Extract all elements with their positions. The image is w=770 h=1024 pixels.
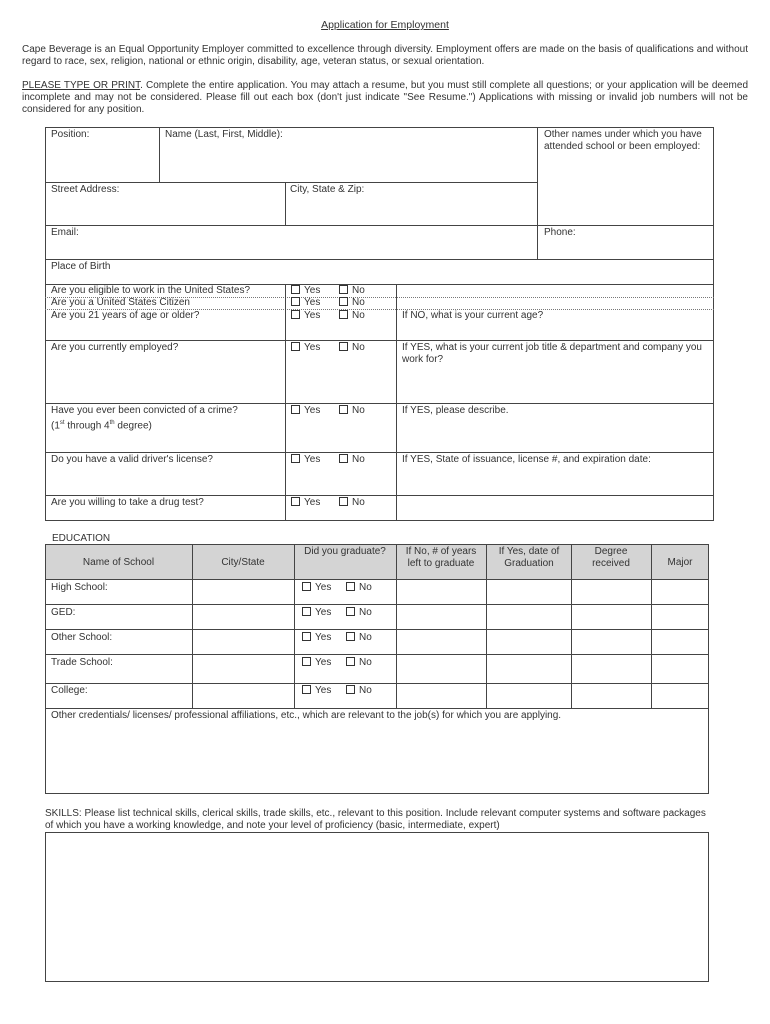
- phone-field[interactable]: [582, 227, 710, 257]
- checkbox-icon: [302, 582, 311, 591]
- checkbox-icon: [339, 285, 348, 294]
- drug-test-question: Are you willing to take a drug test?: [51, 497, 204, 508]
- instructions-body: . Complete the entire application. You may attach a resume, but you must still complete all questions; or your application will be deemed incomplete and may not be considered. Please fill out each box (don't just indicate "See Resume.") Applications with missing or invalid job numbers will not be considered for any position.: [22, 80, 748, 115]
- checkbox-icon: [291, 297, 300, 306]
- drug-test-yes[interactable]: Yes: [291, 497, 320, 509]
- age-yes[interactable]: Yes: [291, 310, 320, 322]
- citizen-question: Are you a United States Citizen: [51, 297, 190, 308]
- employed-no[interactable]: No: [339, 342, 365, 354]
- drug-test-no[interactable]: No: [339, 497, 365, 509]
- col-degree: Degree received: [592, 546, 630, 569]
- phone-label: Phone:: [544, 227, 576, 238]
- checkbox-icon: [339, 497, 348, 506]
- college-no[interactable]: No: [346, 685, 372, 697]
- checkbox-icon: [339, 310, 348, 319]
- checkbox-icon: [302, 657, 311, 666]
- name-field[interactable]: [164, 141, 532, 179]
- col-major: Major: [667, 557, 693, 568]
- checkbox-icon: [302, 632, 311, 641]
- education-heading: EDUCATION: [52, 533, 111, 544]
- col-city-state: City/State: [221, 557, 265, 568]
- col-years-left: If No, # of years left to graduate: [405, 546, 477, 569]
- checkbox-icon: [346, 582, 355, 591]
- citizen-no[interactable]: No: [339, 297, 365, 309]
- crime-yes[interactable]: Yes: [291, 405, 320, 417]
- checkbox-icon: [291, 342, 300, 351]
- row-other-school: Other School:: [51, 632, 113, 643]
- employed-question: Are you currently employed?: [51, 342, 179, 353]
- work-eligibility-yes[interactable]: Yes: [291, 285, 320, 297]
- row-high-school: High School:: [51, 582, 108, 593]
- checkbox-icon: [346, 685, 355, 694]
- row-college: College:: [51, 685, 88, 696]
- checkbox-icon: [291, 285, 300, 294]
- eeo-statement: Cape Beverage is an Equal Opportunity Employer committed to excellence through diversity. Employment offers are made on the basis of qualifications and without regard to race, sex, religion, national or ethnic origin, disability, age, veteran status, or sexual orientation.: [22, 44, 748, 67]
- name-label: Name (Last, First, Middle):: [165, 129, 283, 140]
- street-address-label: Street Address:: [51, 184, 120, 195]
- work-eligibility-question: Are you eligible to work in the United States?: [51, 285, 250, 296]
- other-school-no[interactable]: No: [346, 632, 372, 644]
- col-graduated: Did you graduate?: [304, 546, 386, 557]
- place-of-birth-label: Place of Birth: [51, 261, 111, 272]
- skills-label: SKILLS: Please list technical skills, clerical skills, trade skills, etc., relevant to this position. Include relevant computer systems and software packages of which you have a working knowledge, and note your level of proficiency (basic, intermediate, expert): [45, 808, 706, 831]
- checkbox-icon: [291, 497, 300, 506]
- age-no[interactable]: No: [339, 310, 365, 322]
- row-ged: GED:: [51, 607, 76, 618]
- col-school-name: Name of School: [82, 557, 155, 568]
- trade-school-no[interactable]: No: [346, 657, 372, 669]
- college-yes[interactable]: Yes: [302, 685, 331, 697]
- ged-yes[interactable]: Yes: [302, 607, 331, 619]
- current-age-label: If NO, what is your current age?: [402, 310, 544, 321]
- checkbox-icon: [302, 607, 311, 616]
- crime-question: Have you ever been convicted of a crime?: [51, 405, 238, 416]
- other-names-field[interactable]: [542, 168, 710, 222]
- age-question: Are you 21 years of age or older?: [51, 310, 200, 321]
- position-field[interactable]: [50, 141, 154, 179]
- place-of-birth-field[interactable]: [130, 261, 710, 282]
- checkbox-icon: [339, 454, 348, 463]
- row-trade-school: Trade School:: [51, 657, 113, 668]
- crime-describe-label: If YES, please describe.: [402, 405, 509, 416]
- city-state-zip-field[interactable]: [289, 196, 533, 222]
- col-graduation-date: If Yes, date of Graduation: [498, 546, 560, 569]
- checkbox-icon: [346, 657, 355, 666]
- current-job-label: If YES, what is your current job title & department and company you work for?: [402, 342, 702, 365]
- credentials-label: Other credentials/ licenses/ professional affiliations, etc., which are relevant to the job(s) for which you are applying.: [51, 710, 562, 721]
- other-school-yes[interactable]: Yes: [302, 632, 331, 644]
- checkbox-icon: [291, 454, 300, 463]
- instructions: [22, 80, 748, 116]
- position-label: Position:: [51, 129, 90, 140]
- license-yes[interactable]: Yes: [291, 454, 320, 466]
- skills-field[interactable]: [45, 832, 709, 982]
- instructions-lead: PLEASE TYPE OR PRINT: [22, 80, 141, 91]
- email-field[interactable]: [90, 227, 532, 257]
- checkbox-icon: [346, 607, 355, 616]
- checkbox-icon: [339, 297, 348, 306]
- checkbox-icon: [346, 632, 355, 641]
- work-eligibility-no[interactable]: No: [339, 285, 365, 297]
- employed-yes[interactable]: Yes: [291, 342, 320, 354]
- checkbox-icon: [339, 405, 348, 414]
- license-details-label: If YES, State of issuance, license #, and expiration date:: [402, 454, 651, 465]
- license-question: Do you have a valid driver's license?: [51, 454, 213, 465]
- ged-no[interactable]: No: [346, 607, 372, 619]
- other-names-label: Other names under which you have attended school or been employed:: [544, 129, 702, 152]
- checkbox-icon: [302, 685, 311, 694]
- license-no[interactable]: No: [339, 454, 365, 466]
- street-address-field[interactable]: [50, 196, 282, 222]
- crime-no[interactable]: No: [339, 405, 365, 417]
- city-state-zip-label: City, State & Zip:: [290, 184, 365, 195]
- checkbox-icon: [291, 310, 300, 319]
- high-school-yes[interactable]: Yes: [302, 582, 331, 594]
- high-school-no[interactable]: No: [346, 582, 372, 594]
- form-title: Application for Employment: [321, 19, 449, 31]
- crime-degree-note: (1st through 4th degree): [51, 420, 152, 432]
- email-label: Email:: [51, 227, 79, 238]
- citizen-yes[interactable]: Yes: [291, 297, 320, 309]
- trade-school-yes[interactable]: Yes: [302, 657, 331, 669]
- checkbox-icon: [339, 342, 348, 351]
- checkbox-icon: [291, 405, 300, 414]
- credentials-field[interactable]: [50, 724, 704, 790]
